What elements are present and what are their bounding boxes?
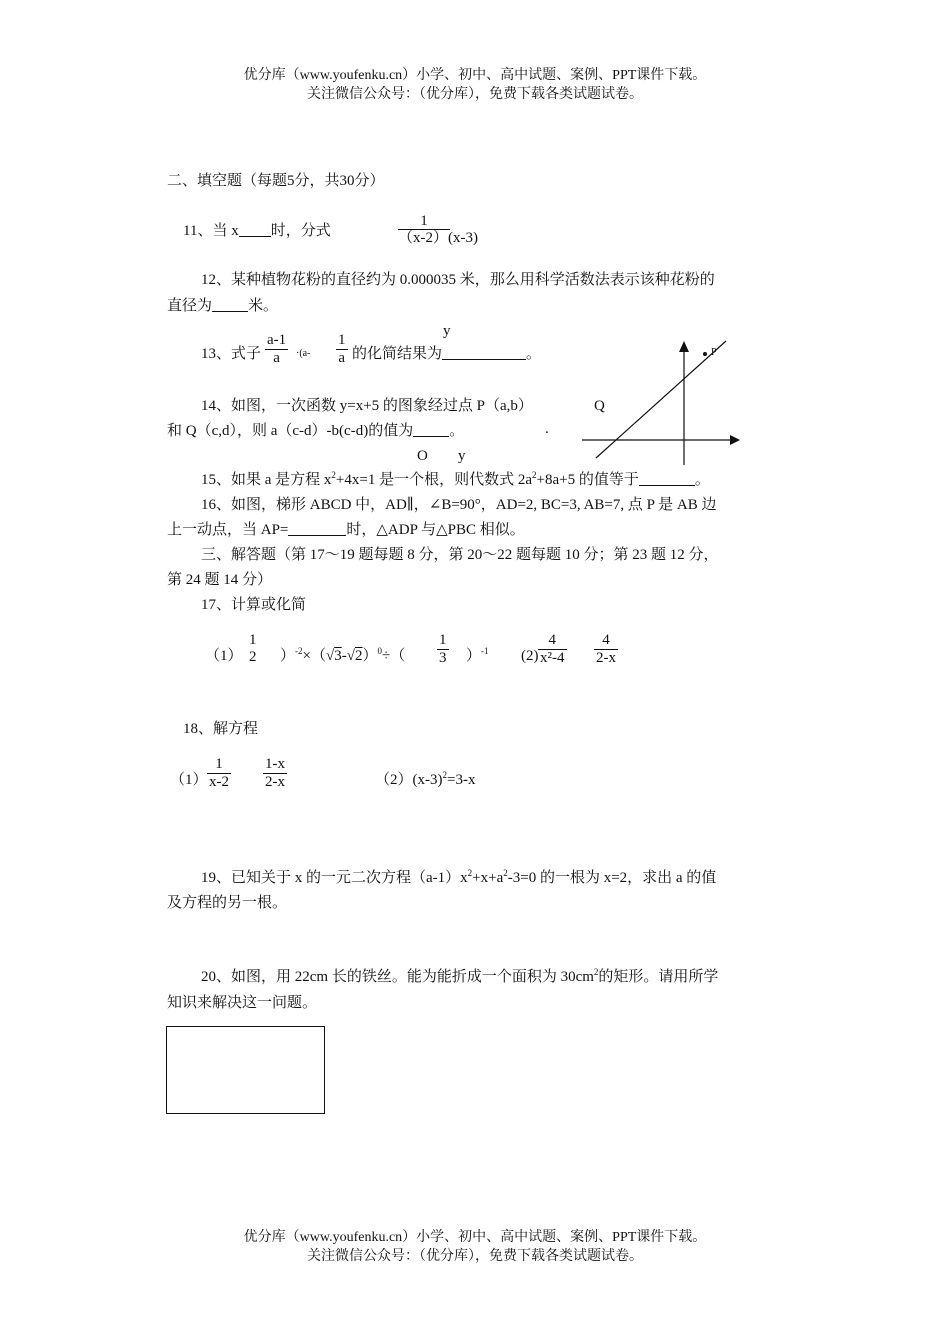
q17-part1-fraction-2 <box>437 632 449 666</box>
q17-exponent-neg1: -1 <box>481 646 489 656</box>
q18-frac1-numerator: 1 <box>207 756 231 774</box>
q17-times: ×（ <box>302 648 326 664</box>
graph-point-p <box>703 352 707 356</box>
q11-fraction-bar <box>398 229 450 230</box>
q16-text-b: 时，△ADP 与△PBC 相似。 <box>346 522 525 538</box>
q17-frac1-denominator: 2 <box>249 648 257 665</box>
q20-text-a: 20、如图，用 22cm 长的铁丝。能为能折成一个面积为 30cm <box>201 969 594 985</box>
q13-fraction-1 <box>265 332 288 366</box>
sqrt-icon: √ <box>346 648 355 664</box>
question-19-line-2: 及方程的另一根。 <box>167 895 288 911</box>
q12-suffix: 米。 <box>248 298 279 314</box>
q12-prefix: 直径为 <box>167 298 213 314</box>
graph-point-q-label: Q <box>594 398 605 414</box>
q17-part1-expression <box>280 647 405 665</box>
footer-line-1: 优分库（www.youfenku.cn）小学、初中、高中试题、案例、PPT课件下载。 <box>243 1230 707 1245</box>
question-17-title: 17、计算或化简 <box>201 597 307 613</box>
sqrt-icon: √ <box>325 648 335 664</box>
graph-dot: . <box>545 421 549 437</box>
q19-text-a: 19、已知关于 x 的一元二次方程（a-1）x <box>201 870 468 886</box>
q17-part1-label: （1） <box>205 648 243 664</box>
q17-p2-frac1-numerator: 4 <box>538 632 567 650</box>
q18-part2-rest: =3-x <box>447 772 476 788</box>
graph-y-label-top: y <box>443 323 451 339</box>
graph-point-p-label: P <box>711 347 717 358</box>
q17-part2-fraction-2 <box>594 632 618 666</box>
q11-prefix: 11、当 x <box>183 223 239 239</box>
q18-part1-fraction-2 <box>263 756 287 790</box>
q17-close-1: ） <box>280 648 296 664</box>
q11-frac-numerator: 1 <box>420 213 428 229</box>
q19-text-c: -3=0 的一根为 x=2，求出 a 的值 <box>507 870 717 886</box>
q18-frac2-denominator: 2-x <box>265 773 285 790</box>
q13-suffix: 的化简结果为 <box>352 346 443 362</box>
question-16-line-1: 16、如图，梯形 ABCD 中，AD∥，∠B=90°，AD=2, BC=3, AB=7, 点 P 是 AB 边 <box>201 497 717 513</box>
q11-suffix: 时，分式 <box>270 223 331 239</box>
q13-frac1-denominator: a <box>273 349 280 366</box>
graph-x-axis-arrow <box>730 435 740 445</box>
q18-part2-text: （2）(x-3) <box>375 772 443 788</box>
q17-part1-fraction-1 <box>247 632 259 665</box>
q17-frac2-numerator: 1 <box>439 632 447 648</box>
q17-sqrt3: 3 <box>334 648 342 664</box>
q11-answer-blank[interactable] <box>239 222 271 237</box>
q14-answer-blank[interactable] <box>413 422 449 437</box>
header-line-2: 关注微信公众号：（优分库），免费下载各类试题试卷。 <box>307 87 643 102</box>
q17-p2-frac1-denominator: x²-4 <box>540 649 565 666</box>
q18-part1-label: （1） <box>170 772 208 788</box>
question-12-line-1: 12、某种植物花粉的直径约为 0.000035 米，那么用科学活数法表示该种花粉的 <box>201 272 715 288</box>
section-title-fill-in: 二、填空题（每题5分，共30分） <box>167 173 385 189</box>
q13-end: 。 <box>526 346 542 362</box>
q13-frac1-numerator: a-1 <box>267 332 287 348</box>
q19-text-b: +x+a <box>472 870 504 886</box>
q11-frac-denominator: （x-2）(x-3) <box>398 229 478 246</box>
q17-minus: - <box>341 648 347 664</box>
q16-answer-blank[interactable] <box>288 521 346 536</box>
q17-frac1-numerator: 1 <box>249 632 257 648</box>
q17-frac2-denominator: 3 <box>439 649 447 666</box>
footer-line-2: 关注微信公众号：（优分库），免费下载各类试题试卷。 <box>307 1249 643 1264</box>
q15-text-a: 15、如果 a 是方程 x <box>201 472 332 488</box>
q13-frac2-denominator: a <box>338 349 346 366</box>
q13-suffix-line <box>352 345 541 363</box>
q15-text-c: +8a+5 的值等于 <box>536 472 639 488</box>
header-line-1: 优分库（www.youfenku.cn）小学、初中、高中试题、案例、PPT课件下载。 <box>243 68 707 83</box>
question-12-line-2 <box>167 297 278 315</box>
q17-sqrt2: 2 <box>354 648 363 664</box>
q12-answer-blank[interactable] <box>212 297 248 312</box>
question-19-line-1: 19、已知关于 x 的一元二次方程$(a-1)x^2+x+a^2-3=0$ 的一根为 x=2，求出 a 的值 <box>201 868 717 886</box>
question-11 <box>183 222 331 240</box>
q18-frac1-denominator: x-2 <box>209 773 229 790</box>
q20-text-b: 的矩形。请用所学 <box>598 969 719 985</box>
q15-text-b: +4x=1 是一个根，则代数式 2a <box>335 472 532 488</box>
q18-exponent: 2 <box>442 770 447 780</box>
q18-frac2-numerator: 1-x <box>265 756 285 772</box>
q14-text: 和 Q（c,d），则 a（c-d）-b(c-d)的值为 <box>167 423 414 439</box>
q17-part2-label: (2) <box>521 648 539 664</box>
question-20-line-1: 20、如图，用 22cm 长的铁丝。能为能折成一个面积为 $30cm^2$的矩形。请用所学 <box>201 967 719 985</box>
q13-fraction-2 <box>336 332 348 366</box>
q14-end: 。 <box>449 423 465 439</box>
question-15: 15、如果 a 是方程 $x^2+4x=1$ 是一个根，则代数式 $2a^2+8a+5$ 的值等于 。 <box>201 470 710 488</box>
question-14-line-1: 14、如图，一次函数 y=x+5 的图象经过点 P（a,b） <box>201 398 533 414</box>
q16-text-a: 上一动点，当 AP= <box>167 522 289 538</box>
question-14-line-2 <box>167 422 464 440</box>
q13-frac2-numerator: 1 <box>338 332 346 348</box>
q17-p2-frac2-denominator: 2-x <box>596 649 616 666</box>
q17-close-2: ） <box>362 648 378 664</box>
graph-origin-label: O <box>417 448 428 464</box>
q18-part2 <box>375 771 475 789</box>
rectangle-figure <box>166 1026 325 1114</box>
question-16-line-2 <box>167 521 525 539</box>
q17-close-3: ） <box>466 648 482 664</box>
q13-middle: ·(a- <box>296 348 311 359</box>
linear-function-graph <box>578 335 748 470</box>
q17-part2-fraction-1 <box>538 632 567 666</box>
q17-divide: ÷（ <box>381 648 406 664</box>
q13-answer-blank[interactable] <box>442 345 526 360</box>
section-title-solve-line-2: 第 24 题 14 分） <box>167 572 273 588</box>
q17-exponent-1: -2 <box>295 646 303 656</box>
q18-part1-fraction-1 <box>207 756 231 790</box>
q15-end: 。 <box>694 472 710 488</box>
q17-exponent-0: 0 <box>377 646 382 656</box>
q17-part1-end <box>466 647 489 665</box>
section-title-solve-line-1: 三、解答题（第 17～19 题每题 8 分，第 20～22 题每题 10 分；第 23 题 12 分， <box>201 547 719 563</box>
graph-y-axis-arrow <box>679 341 689 352</box>
question-20-line-2: 知识来解决这一问题。 <box>167 995 318 1011</box>
graph-y-label-bottom: y <box>458 448 466 464</box>
q13-prefix: 13、式子 <box>201 346 262 362</box>
question-18-title: 18、解方程 <box>183 721 259 737</box>
q15-answer-blank[interactable] <box>639 471 695 486</box>
q17-p2-frac2-numerator: 4 <box>594 632 618 650</box>
